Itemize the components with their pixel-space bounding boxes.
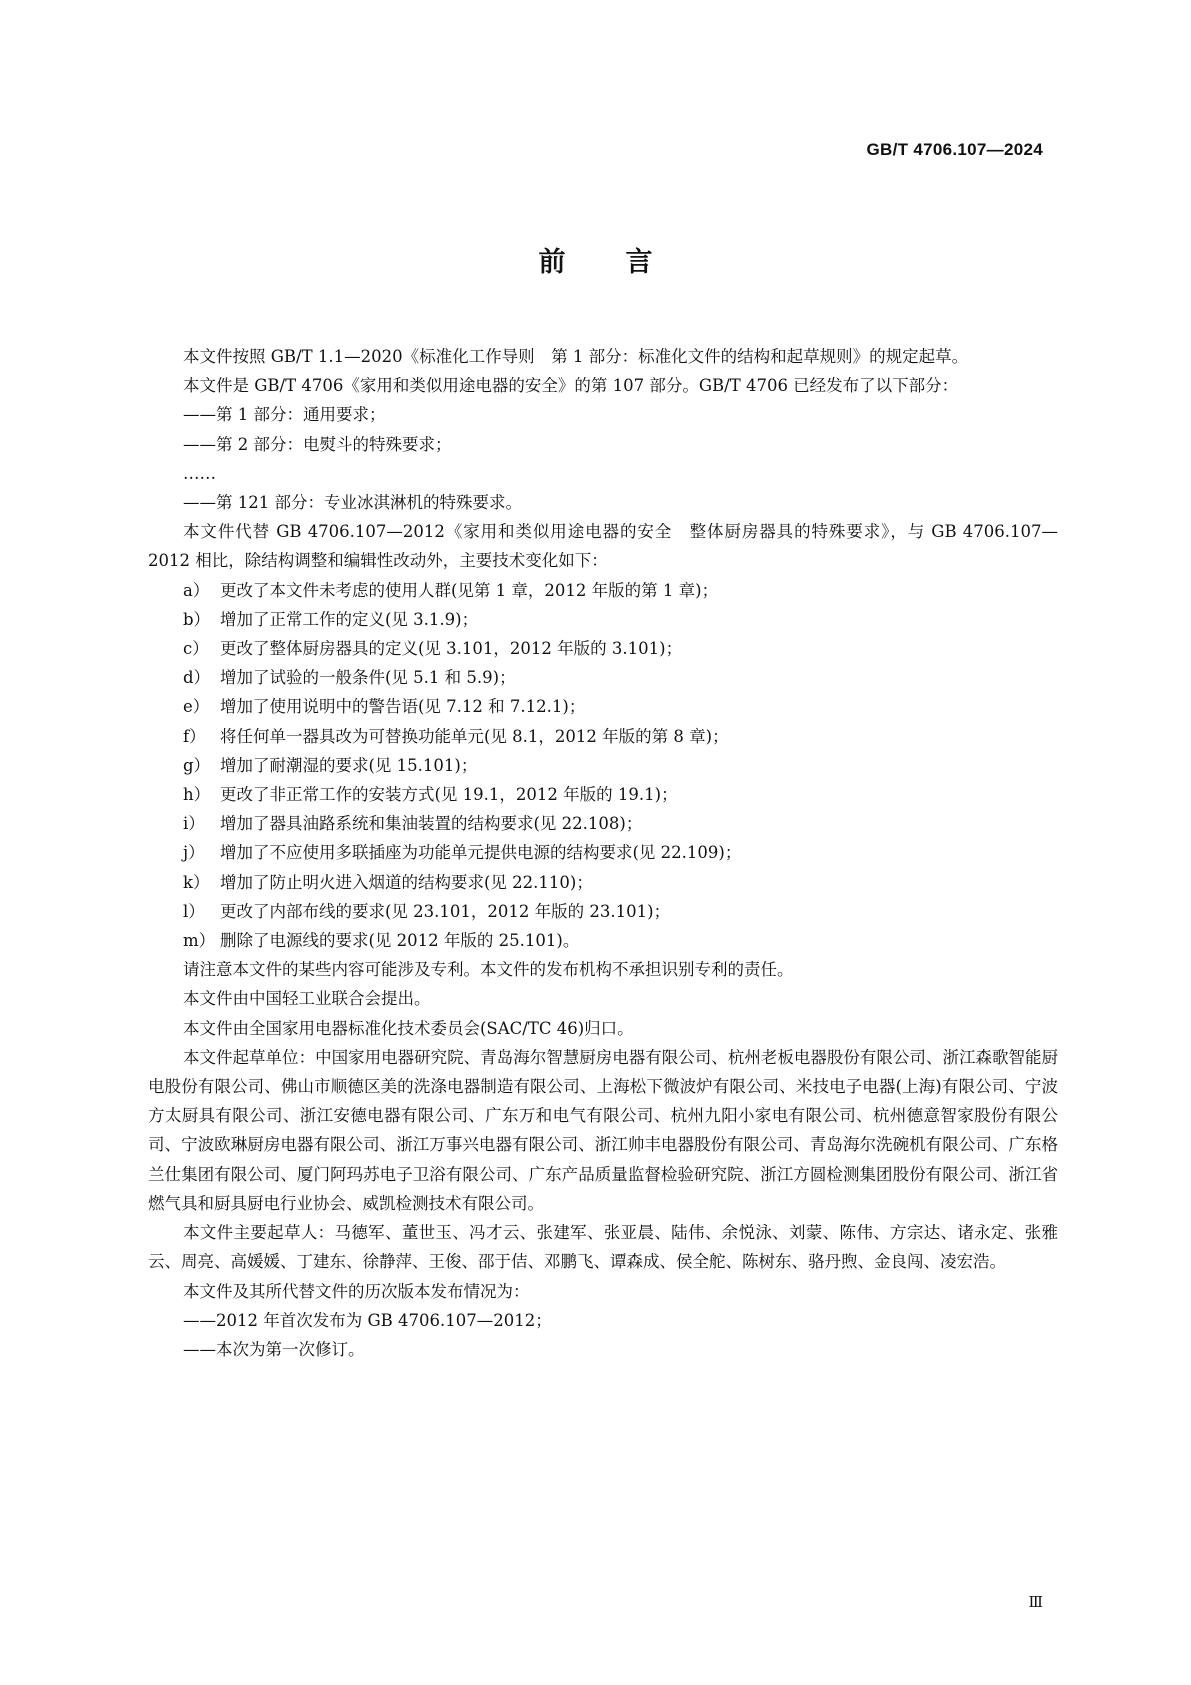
list-item-history: ——本次为第一次修订。 (183, 1339, 365, 1359)
change-item (148, 838, 1058, 867)
change-text: 增加了器具油路系统和集油装置的结构要求(见 22.108)； (220, 814, 643, 834)
change-item (148, 926, 1058, 955)
change-label: f） (183, 726, 206, 746)
paragraph-drafting-rules: 本文件按照 GB/T 1.1—2020《标准化工作导则 第 1 部分：标准化文件的结构和起草规则》的规定起草。 (183, 347, 969, 366)
change-text: 增加了使用说明中的警告语(见 7.12 和 7.12.1)； (220, 697, 586, 717)
change-label: k） (183, 872, 210, 892)
change-label: i） (183, 814, 205, 834)
change-text: 更改了本文件未考虑的使用人群(见第 1 章，2012 年版的第 1 章)； (220, 580, 719, 600)
change-label: e） (183, 697, 210, 717)
change-text: 将任何单一器具改为可替换功能单元(见 8.1，2012 年版的第 8 章)； (220, 726, 729, 746)
change-text: 更改了非正常工作的安装方式(见 19.1，2012 年版的 19.1)； (220, 785, 678, 805)
change-item (148, 722, 1058, 751)
standard-number: GB/T 4706.107—2024 (866, 140, 1043, 159)
change-label: l） (183, 901, 205, 921)
change-label: g） (183, 755, 211, 775)
change-item (148, 809, 1058, 838)
change-label: m） (183, 931, 216, 951)
change-item (148, 692, 1058, 721)
change-label: a） (183, 580, 210, 600)
document-body (148, 342, 1058, 1364)
change-text: 删除了电源线的要求(见 2012 年版的 25.101)。 (220, 931, 580, 951)
change-text: 增加了耐潮湿的要求(见 15.101)； (220, 755, 478, 775)
paragraph-series-intro: 本文件是 GB/T 4706《家用和类似用途电器的安全》的第 107 部分。GB/T 4706 已经发布了以下部分： (183, 376, 959, 396)
list-item-ellipsis: …… (183, 463, 216, 483)
change-label: h） (183, 785, 211, 805)
change-label: c） (183, 639, 209, 659)
change-item (148, 663, 1058, 692)
change-item (148, 634, 1058, 663)
change-item (148, 605, 1058, 634)
change-text: 增加了防止明火进入烟道的结构要求(见 22.110)； (220, 872, 593, 892)
paragraph-proposer: 本文件由中国轻工业联合会提出。 (183, 989, 431, 1009)
change-item (148, 751, 1058, 780)
change-text: 更改了整体厨房器具的定义(见 3.101，2012 年版的 3.101)； (220, 639, 683, 659)
list-item-part: ——第 121 部分：专业冰淇淋机的特殊要求。 (183, 493, 522, 513)
change-item (148, 780, 1058, 809)
change-item (148, 897, 1058, 926)
change-item (148, 576, 1058, 605)
paragraph-history-intro: 本文件及其所代替文件的历次版本发布情况为： (183, 1281, 530, 1301)
page-number: Ⅲ (1028, 1593, 1043, 1611)
change-text: 增加了正常工作的定义(见 3.1.9)； (220, 609, 479, 629)
list-item-part: ——第 2 部分：电熨斗的特殊要求； (183, 434, 452, 454)
change-item (148, 868, 1058, 897)
change-label: b） (183, 609, 211, 629)
change-text: 更改了内部布线的要求(见 23.101，2012 年版的 23.101)； (220, 901, 671, 921)
paragraph-patent-notice: 请注意本文件的某些内容可能涉及专利。本文件的发布机构不承担识别专利的责任。 (183, 960, 794, 980)
change-label: d） (183, 668, 211, 688)
list-item-history: ——2012 年首次发布为 GB 4706.107—2012； (183, 1310, 552, 1330)
change-text: 增加了不应使用多联插座为功能单元提供电源的结构要求(见 22.109)； (220, 843, 742, 863)
paragraph-drafting-units: 本文件起草单位：中国家用电器研究院、青岛海尔智慧厨房电器有限公司、杭州老板电器股份有限公司、浙江森歌智能厨电股份有限公司、佛山市顺德区美的洗涤电器制造有限公司、上海松下微波炉有限公司、米技电子电器(上海)有限公司、宁波方太厨具有限公司、浙江安德电器有限公司、广东万和电气有限公司、杭州九阳小家电有限公司、杭州德意智家股份有限公司、宁波欧琳厨房电器有限公司、浙江万事兴电器有限公司、浙江帅丰电器股份有限公司、青岛海尔洗碗机有限公司、广东格兰仕集团有限公司、厦门阿玛苏电子卫浴有限公司、广东产品质量监督检验研究院、浙江方圆检测集团股份有限公司、浙江省燃气具和厨具厨电行业协会、威凯检测技术有限公司。 (148, 1047, 1058, 1213)
change-label: j） (183, 843, 205, 863)
paragraph-drafters: 本文件主要起草人：马德军、董世玉、冯才云、张建军、张亚晨、陆伟、余悦泳、刘蒙、陈伟、方宗达、诸永定、张雅云、周亮、高媛媛、丁建东、徐静萍、王俊、邵于佶、邓鹏飞、谭森成、侯全舵、陈树东、骆丹煦、金良闯、凌宏浩。 (148, 1223, 1058, 1272)
paragraph-replacement: 本文件代替 GB 4706.107—2012《家用和类似用途电器的安全 整体厨房器具的特殊要求》，与 GB 4706.107—2012 相比，除结构调整和编辑性改动外，主要技术变化如下： (148, 522, 1058, 571)
page-title: 前言 (538, 247, 713, 278)
paragraph-committee: 本文件由全国家用电器标准化技术委员会(SAC/TC 46)归口。 (183, 1018, 634, 1038)
list-item-part: ——第 1 部分：通用要求； (183, 405, 386, 425)
change-text: 增加了试验的一般条件(见 5.1 和 5.9)； (220, 668, 516, 688)
